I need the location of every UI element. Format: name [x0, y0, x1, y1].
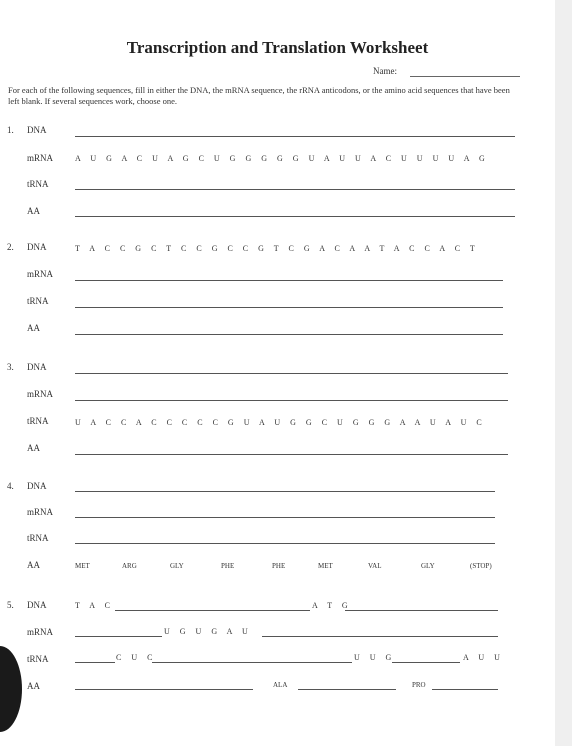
q5-trna-label: tRNA	[27, 654, 49, 664]
q1-mrna-sequence: A U G A C U A G C U G G G G G U A U U A C U U U U A G	[75, 154, 489, 163]
q5-aa-given-1: ALA	[273, 681, 288, 689]
q2-dna-label: DNA	[27, 242, 47, 252]
q1-mrna-label: mRNA	[27, 153, 54, 163]
q4-aa-item: PHE	[221, 562, 235, 570]
q4-aa-item: VAL	[368, 562, 382, 570]
q3-number: 3.	[7, 362, 14, 372]
q5-dna-blank-1[interactable]	[115, 610, 310, 611]
q4-dna-label: DNA	[27, 481, 47, 491]
q2-trna-blank[interactable]	[75, 307, 503, 308]
q5-aa-label: AA	[27, 681, 40, 691]
q2-number: 2.	[7, 242, 14, 252]
q4-aa-label: AA	[27, 560, 40, 570]
q3-trna-label: tRNA	[27, 416, 49, 426]
q1-number: 1.	[7, 125, 14, 135]
q3-mrna-blank[interactable]	[75, 400, 508, 401]
q5-trna-given-3: A U U	[463, 653, 504, 662]
q3-aa-blank[interactable]	[75, 454, 508, 455]
q1-dna-label: DNA	[27, 125, 47, 135]
q4-trna-blank[interactable]	[75, 543, 495, 544]
q4-aa-item: MET	[75, 562, 90, 570]
q5-dna-given-1: T A C	[75, 601, 114, 610]
q4-aa-item: ARG	[122, 562, 137, 570]
q4-aa-item: GLY	[170, 562, 184, 570]
q5-aa-blank-1[interactable]	[75, 689, 253, 690]
q2-mrna-blank[interactable]	[75, 280, 503, 281]
q4-aa-item: (STOP)	[470, 562, 492, 570]
q3-dna-blank[interactable]	[75, 373, 508, 374]
q5-trna-blank-2[interactable]	[152, 662, 352, 663]
q5-trna-blank-3[interactable]	[392, 662, 460, 663]
q5-dna-blank-2[interactable]	[345, 610, 498, 611]
q4-mrna-blank[interactable]	[75, 517, 495, 518]
q5-dna-label: DNA	[27, 600, 47, 610]
q3-mrna-label: mRNA	[27, 389, 54, 399]
q4-trna-label: tRNA	[27, 533, 49, 543]
q5-aa-blank-3[interactable]	[432, 689, 498, 690]
page-title: Transcription and Translation Worksheet	[126, 38, 429, 57]
side-margin	[555, 0, 572, 746]
q3-aa-label: AA	[27, 443, 40, 453]
q2-aa-blank[interactable]	[75, 334, 503, 335]
q4-aa-item: MET	[318, 562, 333, 570]
q5-aa-blank-2[interactable]	[298, 689, 396, 690]
q2-mrna-label: mRNA	[27, 269, 54, 279]
q1-aa-label: AA	[27, 206, 40, 216]
q5-number: 5.	[7, 600, 14, 610]
q4-number: 4.	[7, 481, 14, 491]
name-blank[interactable]	[410, 76, 520, 77]
q5-trna-given-1: C U C	[116, 653, 157, 662]
q5-mrna-given: U G U G A U	[164, 627, 252, 636]
name-label: Name:	[373, 66, 397, 76]
q5-aa-given-2: PRO	[412, 681, 426, 689]
q2-dna-sequence: T A C C G C T C C G C C G T C G A C A A T A C C A C T	[75, 244, 479, 253]
q4-mrna-label: mRNA	[27, 507, 54, 517]
q3-dna-label: DNA	[27, 362, 47, 372]
q5-trna-given-2: U U G	[354, 653, 396, 662]
q1-dna-blank[interactable]	[75, 136, 515, 137]
q5-dna-given-2: A T G	[312, 601, 352, 610]
q2-aa-label: AA	[27, 323, 40, 333]
q5-mrna-blank-2[interactable]	[262, 636, 498, 637]
q3-trna-sequence: U A C C A C C C C C G U A U G G C U G G G A A U A U C	[75, 418, 486, 427]
q1-trna-label: tRNA	[27, 179, 49, 189]
q2-trna-label: tRNA	[27, 296, 49, 306]
q4-aa-item: GLY	[421, 562, 435, 570]
q1-aa-blank[interactable]	[75, 216, 515, 217]
instructions: For each of the following sequences, fill in either the DNA, the mRNA sequence, the rRNA anticodons, or the amino acid sequences that have been left blank. If several sequences work, choose one.	[8, 85, 510, 106]
q4-aa-item: PHE	[272, 562, 286, 570]
q5-mrna-blank-1[interactable]	[75, 636, 162, 637]
q5-trna-blank-1[interactable]	[75, 662, 115, 663]
q5-mrna-label: mRNA	[27, 627, 54, 637]
q1-trna-blank[interactable]	[75, 189, 515, 190]
q4-dna-blank[interactable]	[75, 491, 495, 492]
